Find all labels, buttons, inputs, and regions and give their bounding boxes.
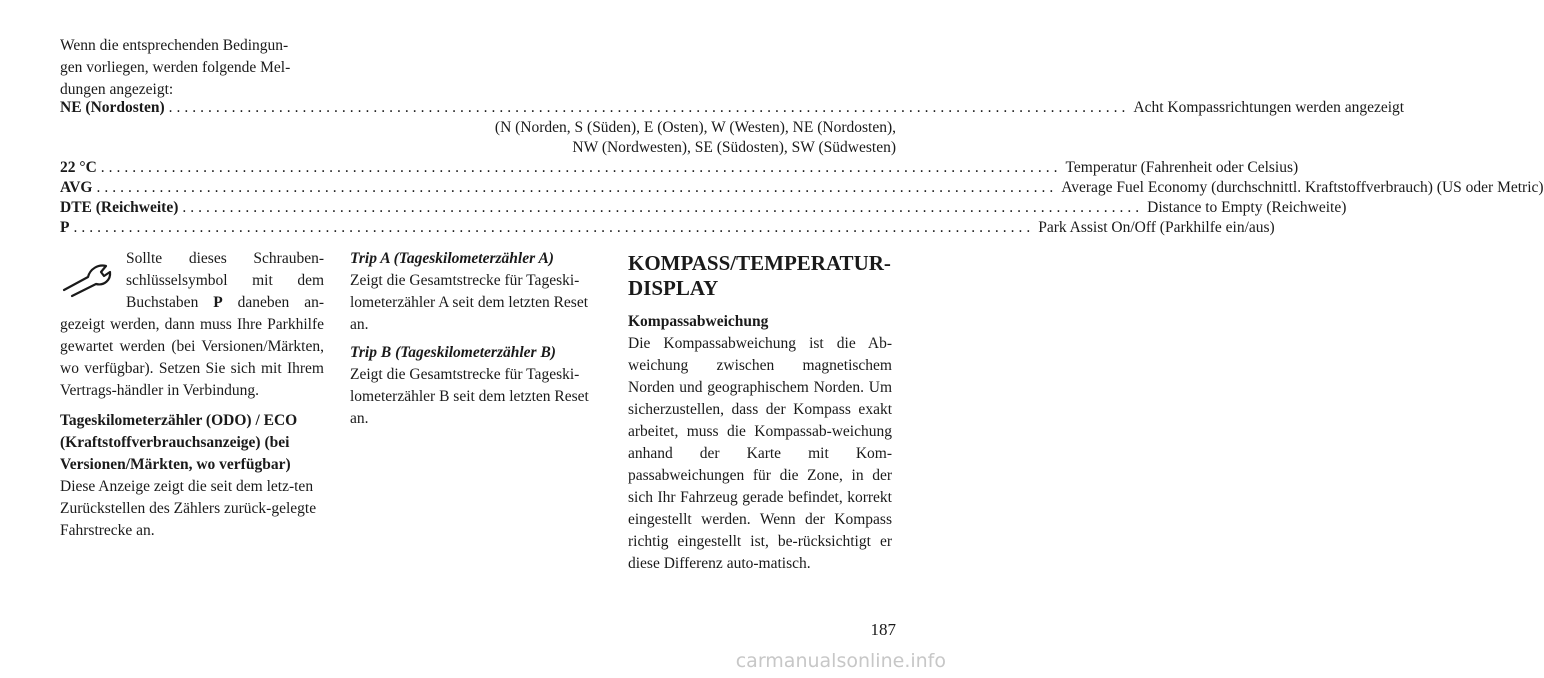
column-left bbox=[60, 248, 324, 542]
definition-term: 22 °C bbox=[60, 159, 97, 176]
wrench-text: daneben an-gezeigt werden, dann muss Ihre Parkhilfe gewartet werden (bei Versionen/Märkten, wo verfügbar). Setzen Sie sich mit Ihrem Vertrags-händler in Verbindung. bbox=[60, 294, 324, 399]
compass-text: Die Kompassabweichung ist die Ab-weichung zwischen magnetischem Norden und geographischem Norden. Um sicherzustellen, dass der Kompass exakt arbeitet, muss die Kompassab-weichung anhand der Karte mit Kom-passabweichungen für die Zone, in der sich Ihr Fahrzeug gerade befindet, korrekt eingestellt werden. Wenn der Kompass richtig eingestellt ist, be-rücksichtigt er diese Differenz auto-matisch. bbox=[628, 335, 892, 572]
column-right bbox=[628, 248, 892, 575]
sub-heading: Kompassabweichung bbox=[628, 313, 769, 330]
leader-dots: .......................................................................................................................... bbox=[182, 199, 1144, 216]
odo-heading: Tageskilometerzähler (ODO) / ECO (Kraftstoffverbrauchsanzeige) (bei Versionen/Märkten, wo verfügbar) bbox=[60, 412, 298, 473]
definition-row bbox=[60, 158, 1299, 178]
definition-term: AVG bbox=[60, 179, 93, 196]
section-title: KOMPASS/TEMPERATUR-DISPLAY bbox=[628, 251, 891, 300]
intro-line: gen vorliegen, werden folgende Mel- bbox=[60, 59, 291, 76]
trip-a-heading: Trip A (Tageskilometerzähler A) bbox=[350, 250, 554, 267]
intro-paragraph bbox=[60, 35, 320, 101]
definition-row bbox=[60, 218, 1275, 238]
watermark: carmanualsonline.info bbox=[735, 650, 946, 672]
trip-b-text: Zeigt die Gesamtstrecke für Tageski-lometerzähler B seit dem letzten Reset an. bbox=[350, 366, 589, 427]
trip-a-text: Zeigt die Gesamtstrecke für Tageski-lometerzähler A seit dem letzten Reset an. bbox=[350, 272, 589, 333]
intro-line: dungen angezeigt: bbox=[60, 81, 174, 98]
definition-continuation: (N (Norden, S (Süden), E (Osten), W (Westen), NE (Nordosten), bbox=[494, 119, 896, 136]
odo-text: Diese Anzeige zeigt die seit dem letz-ten Zurückstellen des Zählers zurück-gelegte Fahrstrecke an. bbox=[60, 478, 317, 539]
definition-desc: Average Fuel Economy (durchschnittl. Kraftstoffverbrauch) (US oder Metric) bbox=[1061, 179, 1544, 196]
leader-dots: .......................................................................................................................... bbox=[96, 179, 1058, 196]
leader-dots: .......................................................................................................................... bbox=[100, 159, 1062, 176]
leader-dots: .......................................................................................................................... bbox=[73, 219, 1035, 236]
definition-row bbox=[60, 178, 1544, 198]
definition-row bbox=[60, 98, 1405, 118]
page-number: 187 bbox=[870, 620, 896, 639]
display-messages-list bbox=[60, 98, 1544, 238]
definition-term: P bbox=[60, 219, 70, 236]
column-middle bbox=[350, 248, 608, 430]
leader-dots: .......................................................................................................................... bbox=[168, 99, 1130, 116]
wrench-letter: P bbox=[213, 294, 223, 311]
definition-term: DTE (Reichweite) bbox=[60, 199, 179, 216]
definition-desc: Park Assist On/Off (Parkhilfe ein/aus) bbox=[1038, 219, 1275, 236]
definition-term: NE (Nordosten) bbox=[60, 99, 165, 116]
wrench-text: Sollte dieses Schrauben-schlüsselsymbol mit dem Buchstaben bbox=[126, 250, 324, 311]
trip-b-heading: Trip B (Tageskilometerzähler B) bbox=[350, 344, 556, 361]
definition-desc: Distance to Empty (Reichweite) bbox=[1147, 199, 1347, 216]
definition-row bbox=[60, 198, 1347, 218]
intro-line: Wenn die entsprechenden Bedingun- bbox=[60, 37, 289, 54]
definition-desc: Acht Kompassrichtungen werden angezeigt bbox=[1133, 99, 1405, 116]
wrench-warning-paragraph bbox=[60, 248, 324, 402]
wrench-icon bbox=[60, 248, 122, 308]
definition-desc: Temperatur (Fahrenheit oder Celsius) bbox=[1065, 159, 1299, 176]
definition-continuation: NW (Nordwesten), SE (Südosten), SW (Südwesten) bbox=[572, 139, 896, 156]
